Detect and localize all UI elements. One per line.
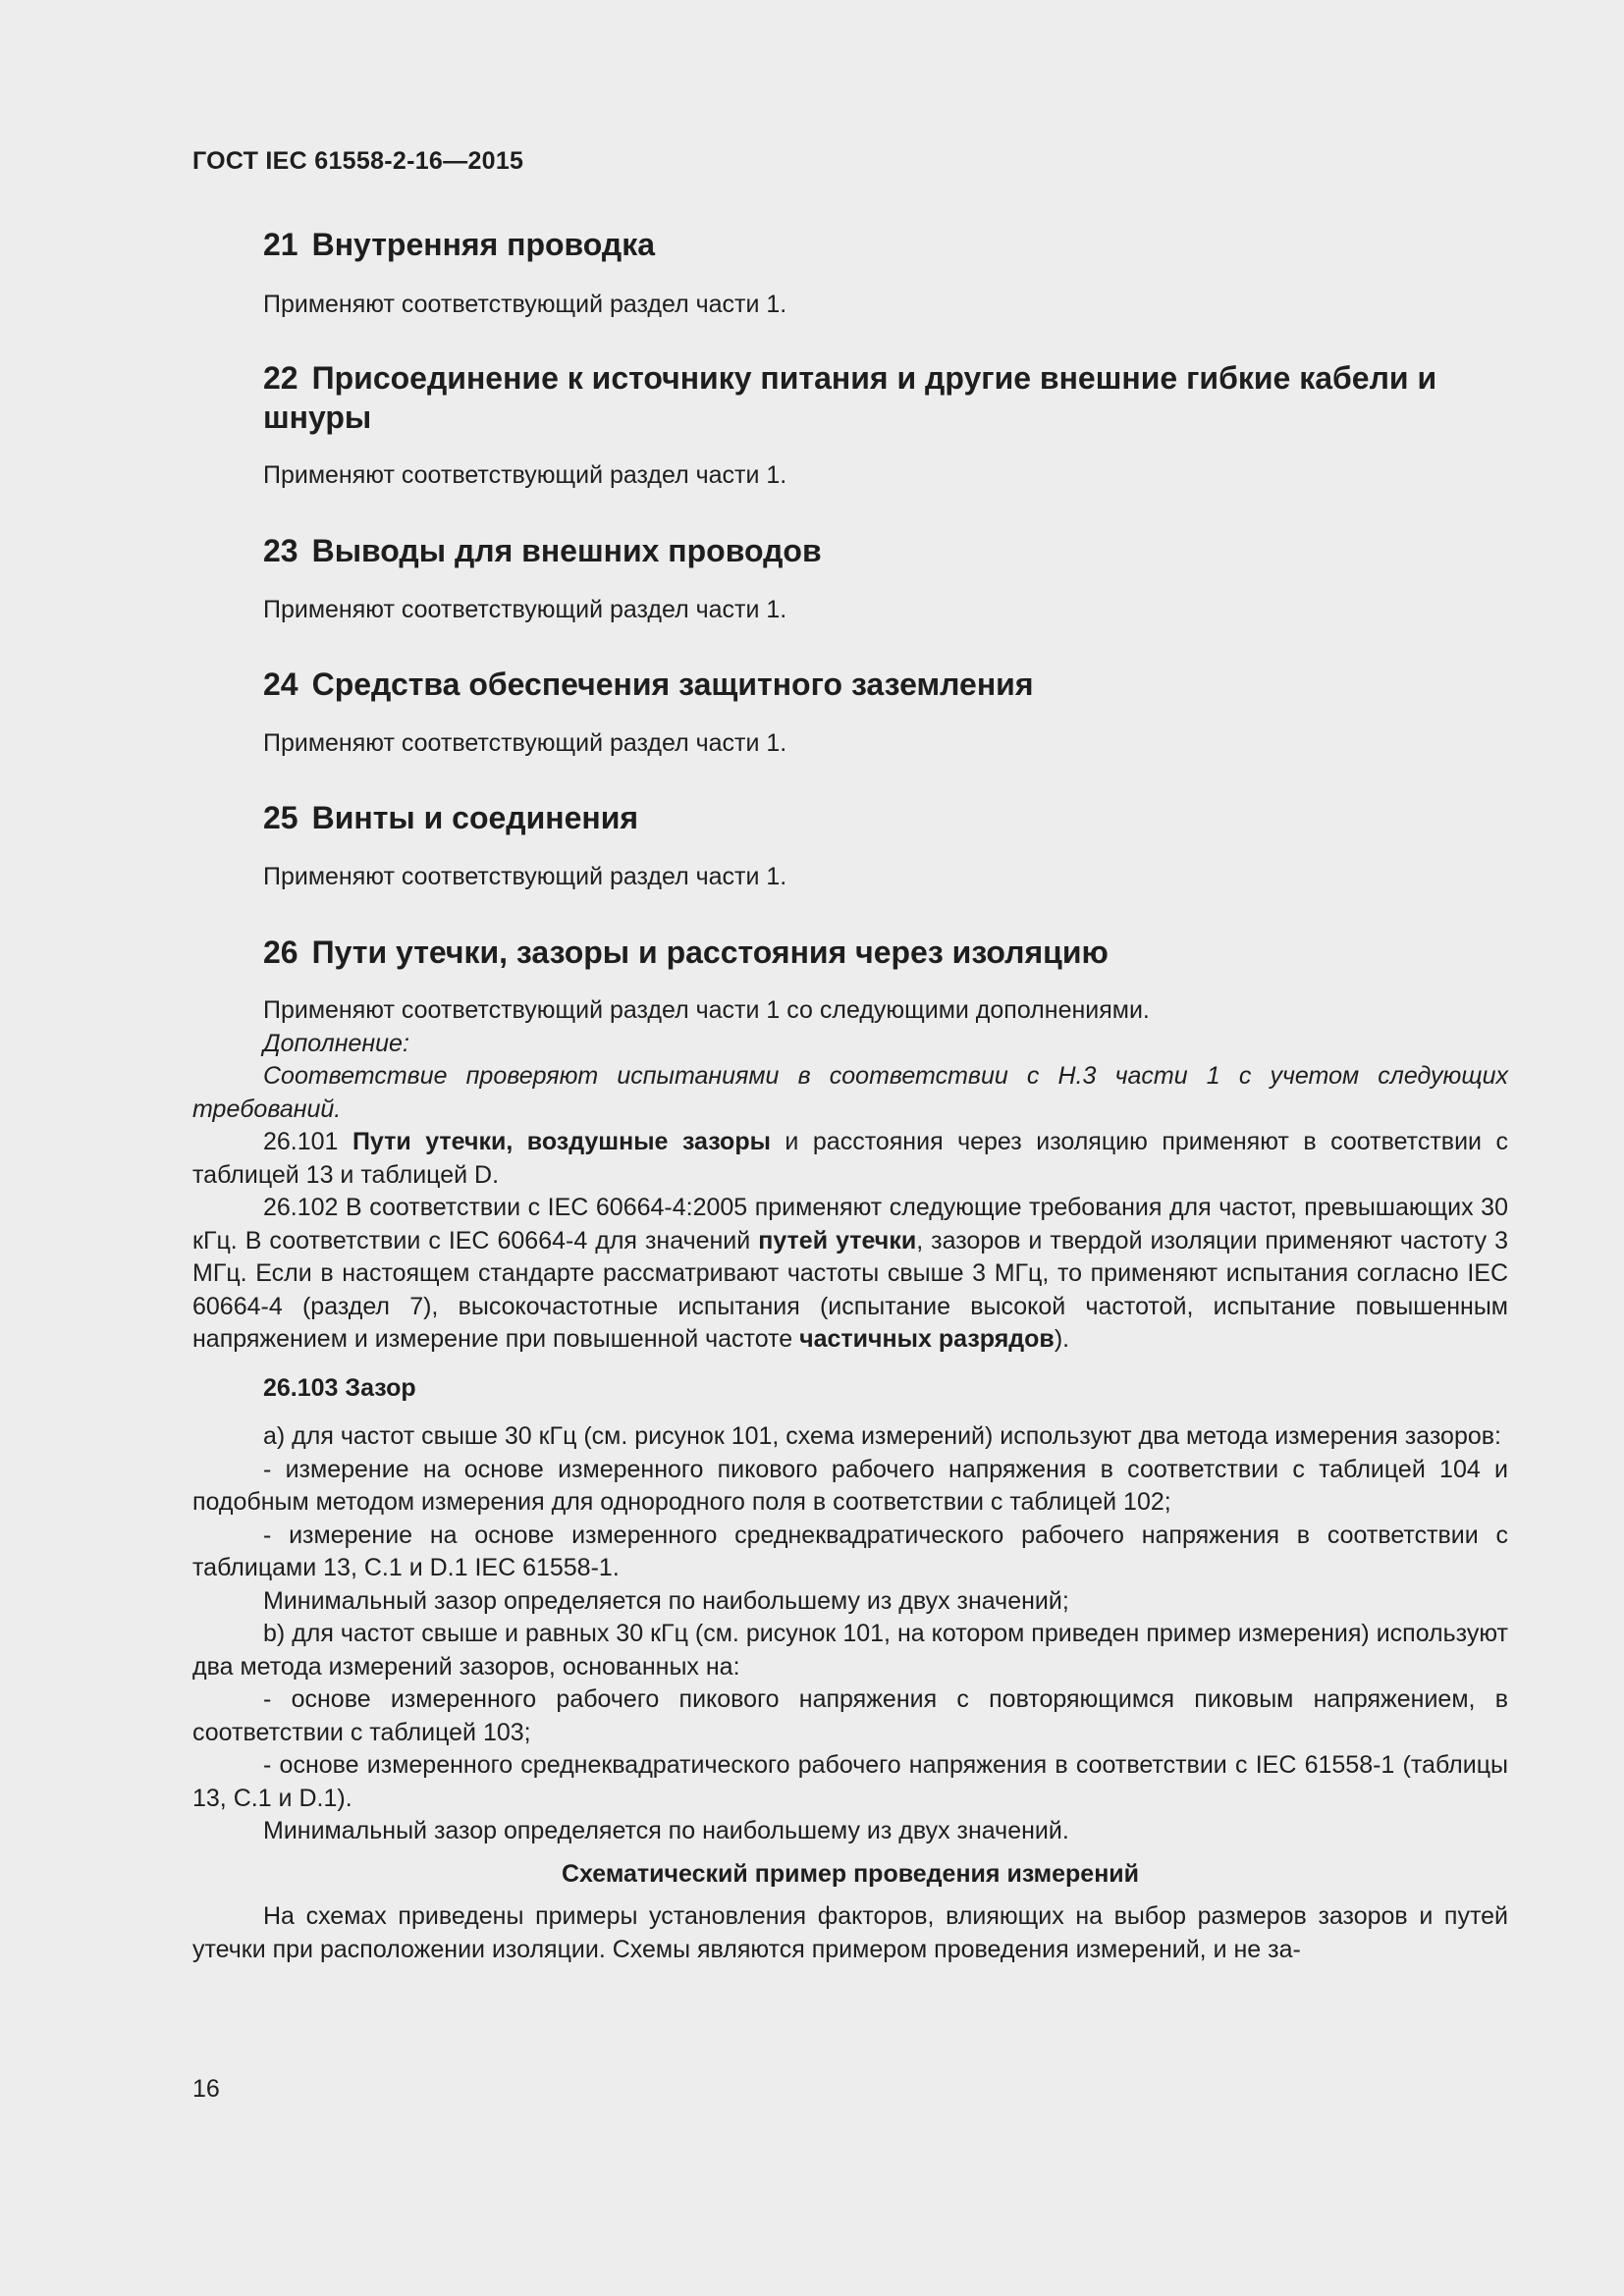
item-a-dash-2: - измерение на основе измеренного среднеквадратического рабочего напряжения в соответствии с таблицами 13, С.1 и D.1 IEC 61558-1. [192,1521,1508,1581]
schema-text: На схемах приведены примеры установления факторов, влияющих на выбор размеров зазоров и путей утечки при расположении изоляции. Схемы являются примером проведения измерений, и не за- [192,1902,1508,1963]
section-title: Внутренняя проводка [311,227,656,262]
clause-26-101 [192,1126,1508,1192]
item-a: а) для частот свыше 30 кГц (см. рисунок 101, схема измерений) используют два метода измерения зазоров: [263,1422,1501,1450]
section-title: Пути утечки, зазоры и расстояния через изоляцию [311,934,1109,970]
section-title: Средства обеспечения защитного заземления [311,667,1034,702]
section-text-25: Применяют соответствующий раздел части 1. [263,863,787,890]
section-heading-21 [263,225,1510,264]
clause-26-103-title: 26.103 Зазор [263,1373,416,1402]
schema-title: Схематический пример проведения измерений [561,1859,1140,1888]
section-heading-25 [263,798,1510,837]
item-b: b) для частот свыше и равных 30 кГц (см. рисунок 101, на котором приведен пример измерения) используют два метода измерений зазоров, основанных на: [192,1620,1508,1681]
section-number: 25 [263,800,298,835]
section-number: 21 [263,227,298,262]
section-26-body [192,994,1508,1966]
clause-number: 26.101 [263,1128,339,1155]
section-heading-24 [263,665,1510,704]
document-header: ГОСТ IEC 61558-2-16—2015 [192,147,524,175]
section-text-24: Применяют соответствующий раздел части 1. [263,729,787,757]
clause-term: Пути утечки, воздушные зазоры [352,1128,771,1155]
clause-text: , зазоров и твердой изоляции применяют частоту 3 МГц. Если в настоящем стандарте рассматривают частоты свыше 3 МГц, то применяют испытания согласно IEC 60664-4 (раздел 7), высокочастотные испытания (испытание высокой частотой, испытание повышенным напряжением и измерение при повышенной частоте [192,1226,1508,1353]
section-heading-22 [263,358,1510,437]
section-heading-23 [263,531,1510,570]
clause-term: путей утечки [758,1226,917,1255]
item-b-min: Минимальный зазор определяется по наибольшему из двух значений. [263,1817,1069,1844]
section-title: Винты и соединения [311,800,639,835]
section-heading-26 [263,933,1510,972]
item-a-dash-1: - измерение на основе измеренного пикового рабочего напряжения в соответствии с таблицей 104 и подобным методом измерения для однородного поля в соответствии с таблицей 102; [192,1455,1508,1516]
section-number: 24 [263,667,298,702]
section-26-intro: Применяют соответствующий раздел части 1 со следующими дополнениями. [263,996,1150,1024]
clause-term: частичных разрядов [799,1325,1055,1353]
section-number: 26 [263,934,298,970]
section-text-21: Применяют соответствующий раздел части 1. [263,291,787,318]
item-a-min: Минимальный зазор определяется по наибольшему из двух значений; [263,1586,1069,1615]
compliance-text: Соответствие проверяют испытаниями в соответствии с Н.3 части 1 с учетом следующих требований. [192,1062,1508,1123]
addition-label: Дополнение: [263,1029,409,1057]
item-b-dash-1: - основе измеренного рабочего пикового напряжения с повторяющимся пиковым напряжением, в соответствии с таблицей 103; [192,1685,1508,1746]
section-title: Выводы для внешних проводов [311,533,822,568]
clause-text: и расстояния через изоляцию применяют в соответствии с таблицей 13 и таблицей D. [192,1128,1508,1189]
section-text-22: Применяют соответствующий раздел части 1. [263,461,787,489]
section-title: Присоединение к источнику питания и другие внешние гибкие кабели и шнуры [263,360,1437,435]
clause-26-102 [192,1192,1508,1357]
item-b-dash-2: - основе измеренного среднеквадратического рабочего напряжения в соответствии с IEC 61558-1 (таблицы 13, С.1 и D.1). [192,1751,1508,1812]
section-text-23: Применяют соответствующий раздел части 1. [263,596,787,623]
clause-text: ). [1054,1325,1070,1353]
page-number: 16 [192,2075,220,2103]
section-number: 23 [263,533,298,568]
section-number: 22 [263,360,298,396]
clause-text: 26.102 В соответствии с IEC 60664-4:2005 применяют следующие требования для частот, превышающих 30 кГц. В соответствии с IEC 60664-4 для значений [192,1194,1508,1255]
